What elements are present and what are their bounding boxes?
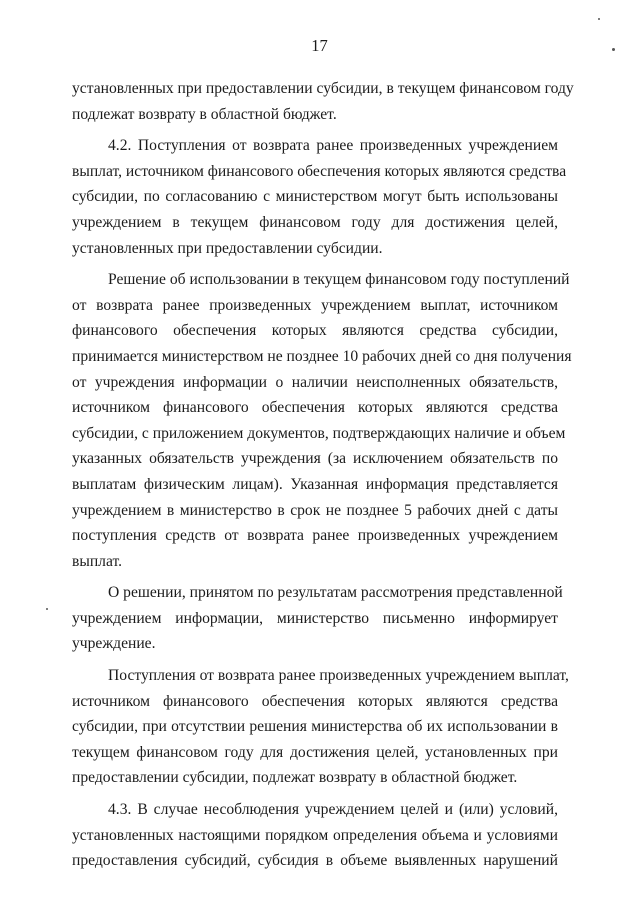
- text-line: поступления средств от возврата ранее произведенных учреждением: [72, 527, 558, 545]
- scan-speck: [46, 608, 48, 610]
- text-line: текущем финансовом году для достижения целей, установленных при: [72, 743, 558, 761]
- text-line: субсидии, при отсутствии решения министерства об их использовании в: [72, 718, 558, 736]
- text-line: установленных настоящими порядком определения объема и условиями: [72, 826, 558, 844]
- paragraph: [72, 76, 574, 127]
- text-line: от учреждения информации о наличии неисполненных обязательств,: [72, 373, 558, 391]
- paragraph: [72, 133, 567, 261]
- text-line: О решении, принятом по результатам рассмотрения представленной: [108, 584, 563, 602]
- text-line: предоставления субсидий, субсидия в объеме выявленных нарушений: [72, 852, 558, 870]
- text-line: Поступления от возврата ранее произведенных учреждением выплат,: [108, 667, 569, 685]
- text-line: учреждением в текущем финансовом году для достижения целей,: [72, 213, 558, 231]
- text-line: источником финансового обеспечения которых являются средства: [72, 399, 558, 417]
- text-line: выплат.: [72, 552, 123, 570]
- text-line: финансового обеспечения которых являются средства субсидии,: [72, 322, 558, 340]
- text-line: учреждением в министерство в срок не позднее 5 рабочих дней с даты: [72, 501, 558, 519]
- page-number: 17: [311, 36, 328, 55]
- text-line: предоставлении субсидии, подлежат возврату в областной бюджет.: [72, 769, 518, 787]
- text-line: принимается министерством не позднее 10 рабочих дней со дня получения: [72, 347, 572, 365]
- text-line: выплатам физическим лицам). Указанная информация представляется: [72, 475, 558, 493]
- text-line: 4.3. В случае несоблюдения учреждением целей и (или) условий,: [108, 801, 558, 819]
- text-line: установленных при предоставлении субсидии, в текущем финансовом году: [72, 80, 574, 97]
- paragraph: [72, 663, 569, 791]
- text-line: источником финансового обеспечения которых являются средства: [72, 692, 558, 710]
- text-line: от возврата ранее произведенных учреждением выплат, источником: [72, 296, 558, 314]
- scan-speck: [612, 48, 615, 51]
- text-line: субсидии, по согласованию с министерством могут быть использованы: [72, 188, 558, 206]
- text-line: субсидии, с приложением документов, подтверждающих наличие и объем: [72, 424, 566, 442]
- paragraph: [72, 797, 558, 874]
- text-line: выплат, источником финансового обеспечения которых являются средства: [72, 162, 567, 180]
- text-line: подлежат возврату в областной бюджет.: [72, 105, 337, 123]
- scan-speck: [598, 18, 600, 20]
- text-line: установленных при предоставлении субсидии.: [72, 239, 383, 257]
- paragraph: [72, 580, 563, 657]
- text-line: учреждение.: [72, 635, 156, 653]
- text-line: учреждением информации, министерство письменно информирует: [72, 609, 558, 627]
- text-line: Решение об использовании в текущем финансовом году поступлений: [108, 271, 570, 289]
- text-line: указанных обязательств учреждения (за исключением обязательств по: [72, 450, 558, 468]
- paragraph: [72, 267, 572, 574]
- text-line: 4.2. Поступления от возврата ранее произведенных учреждением: [108, 137, 558, 155]
- document-body: [72, 76, 574, 874]
